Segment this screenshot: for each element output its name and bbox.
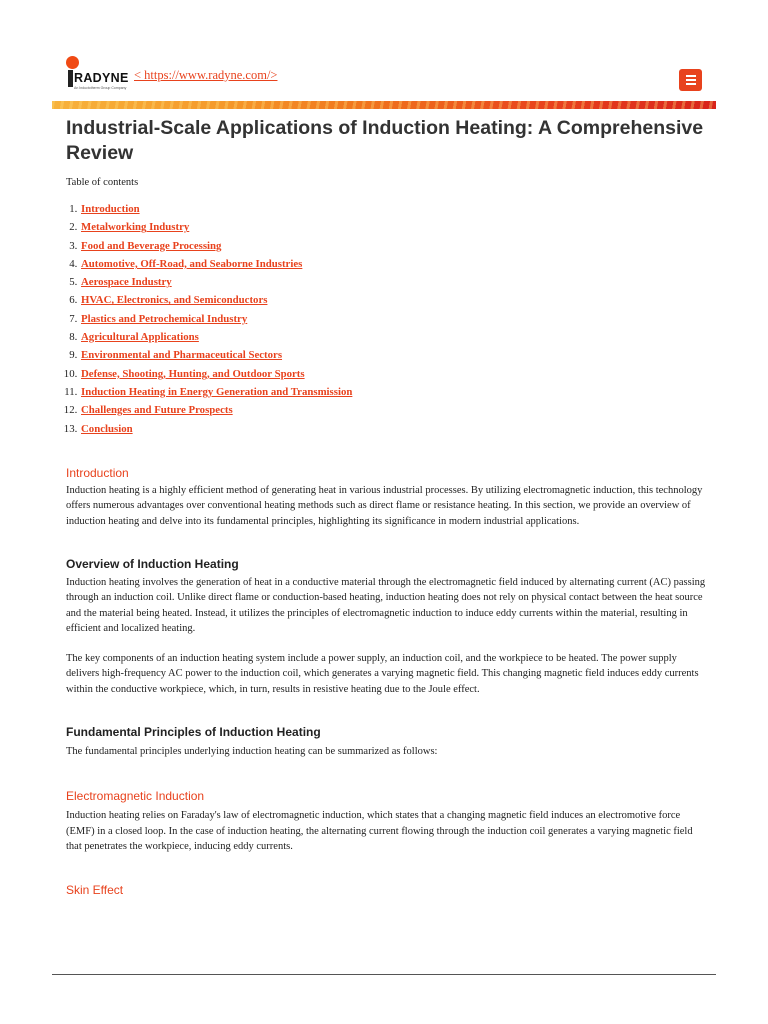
toc-link-defense[interactable]: Defense, Shooting, Hunting, and Outdoor Sports [81, 367, 305, 380]
menu-icon [686, 83, 696, 85]
electromagnetic-induction-text: Induction heating relies on Faraday's law of electromagnetic induction, which states that a changing magnetic field induces an electromotive force (EMF) in a closed loop. In the case of induction heating, the alternating current flowing through the induction coil generates a varying magnetic field that penetrates the workpiece, inducing eddy currents. [66, 810, 693, 853]
page-divider [52, 974, 716, 975]
logo-wordmark: RADYNE [74, 71, 129, 85]
overview-heading: Overview of Induction Heating [66, 557, 239, 572]
toc-link-challenges[interactable]: Challenges and Future Prospects [81, 404, 233, 417]
radyne-logo[interactable] [65, 56, 133, 90]
article [66, 116, 706, 897]
overview-paragraph-1: Induction heating involves the generation of heat in a conductive material through the electromagnetic field induced by alternating current (AC) passing through an induction coil. Unlike direct flame or conduction-based heating, induction heating does not rely on physical contact between the heat source and the material being heated. Instead, it utilizes the principles of electromagnetic induction to induce eddy currents within the material, resulting in efficient and localized heating. [66, 577, 706, 635]
toc-item [80, 420, 706, 438]
logo-tagline: An Inductotherm Group Company [74, 86, 127, 90]
menu-button[interactable] [679, 69, 702, 91]
toc-link-introduction[interactable]: Introduction [81, 203, 140, 215]
toc-link-agricultural[interactable]: Agricultural Applications [81, 331, 199, 344]
principles-heading: Fundamental Principles of Induction Heating [66, 724, 321, 739]
toc-item [80, 365, 706, 383]
toc-item [80, 218, 706, 236]
toc-item [80, 346, 706, 364]
table-of-contents [66, 200, 706, 438]
introduction-text: Induction heating is a highly efficient method of generating heat in various industrial processes. By utilizing electromagnetic induction, this technology offers numerous advantages over conventional heating methods such as direct flame or resistance heating. In this section, we provide an overview of induction heating and delve into its fundamental principles, highlighting its significance in modern industrial applications. [66, 484, 703, 527]
toc-link-metalworking[interactable]: Metalworking Industry [81, 221, 190, 234]
toc-item [80, 200, 706, 218]
introduction-heading: Introduction [66, 465, 129, 480]
toc-link-food-beverage[interactable]: Food and Beverage Processing [81, 239, 222, 252]
toc-item [80, 383, 706, 401]
logo-bar [68, 70, 73, 87]
toc-item [80, 291, 706, 309]
toc-link-conclusion[interactable]: Conclusion [81, 422, 133, 435]
header-flame-banner [52, 101, 716, 109]
toc-link-plastics[interactable]: Plastics and Petrochemical Industry [81, 312, 248, 325]
toc-link-aerospace[interactable]: Aerospace Industry [81, 276, 172, 289]
toc-link-hvac[interactable]: HVAC, Electronics, and Semiconductors [81, 294, 268, 307]
toc-item [80, 255, 706, 273]
toc-link-environmental[interactable]: Environmental and Pharmaceutical Sectors [81, 349, 283, 362]
site-header [0, 0, 768, 110]
site-url-link[interactable]: < https://www.radyne.com/> [134, 68, 278, 82]
toc-link-energy[interactable]: Induction Heating in Energy Generation and Transmission [81, 385, 353, 398]
skin-effect-heading: Skin Effect [66, 882, 124, 897]
toc-item [80, 237, 706, 255]
toc-item [80, 273, 706, 291]
menu-icon [686, 75, 696, 77]
page-title: Industrial-Scale Applications of Induction Heating: A Comprehensive Review [66, 117, 704, 164]
logo-dot [66, 56, 79, 69]
toc-item [80, 328, 706, 346]
toc-title: Table of contents [66, 177, 139, 188]
toc-item [80, 310, 706, 328]
toc-item [80, 401, 706, 419]
electromagnetic-induction-heading: Electromagnetic Induction [66, 789, 205, 804]
menu-icon [686, 79, 696, 81]
overview-paragraph-2: The key components of an induction heating system include a power supply, an induction coil, and the workpiece to be heated. The power supply delivers high-frequency AC power to the induction coil, which generates a varying magnetic field. This changing magnetic field induces eddy currents within the conductive workpiece, which, in turn, results in resistive heating due to the Joule effect. [66, 652, 699, 695]
principles-text: The fundamental principles underlying induction heating can be summarized as follows: [66, 745, 438, 757]
toc-link-automotive[interactable]: Automotive, Off-Road, and Seaborne Industries [81, 257, 303, 270]
